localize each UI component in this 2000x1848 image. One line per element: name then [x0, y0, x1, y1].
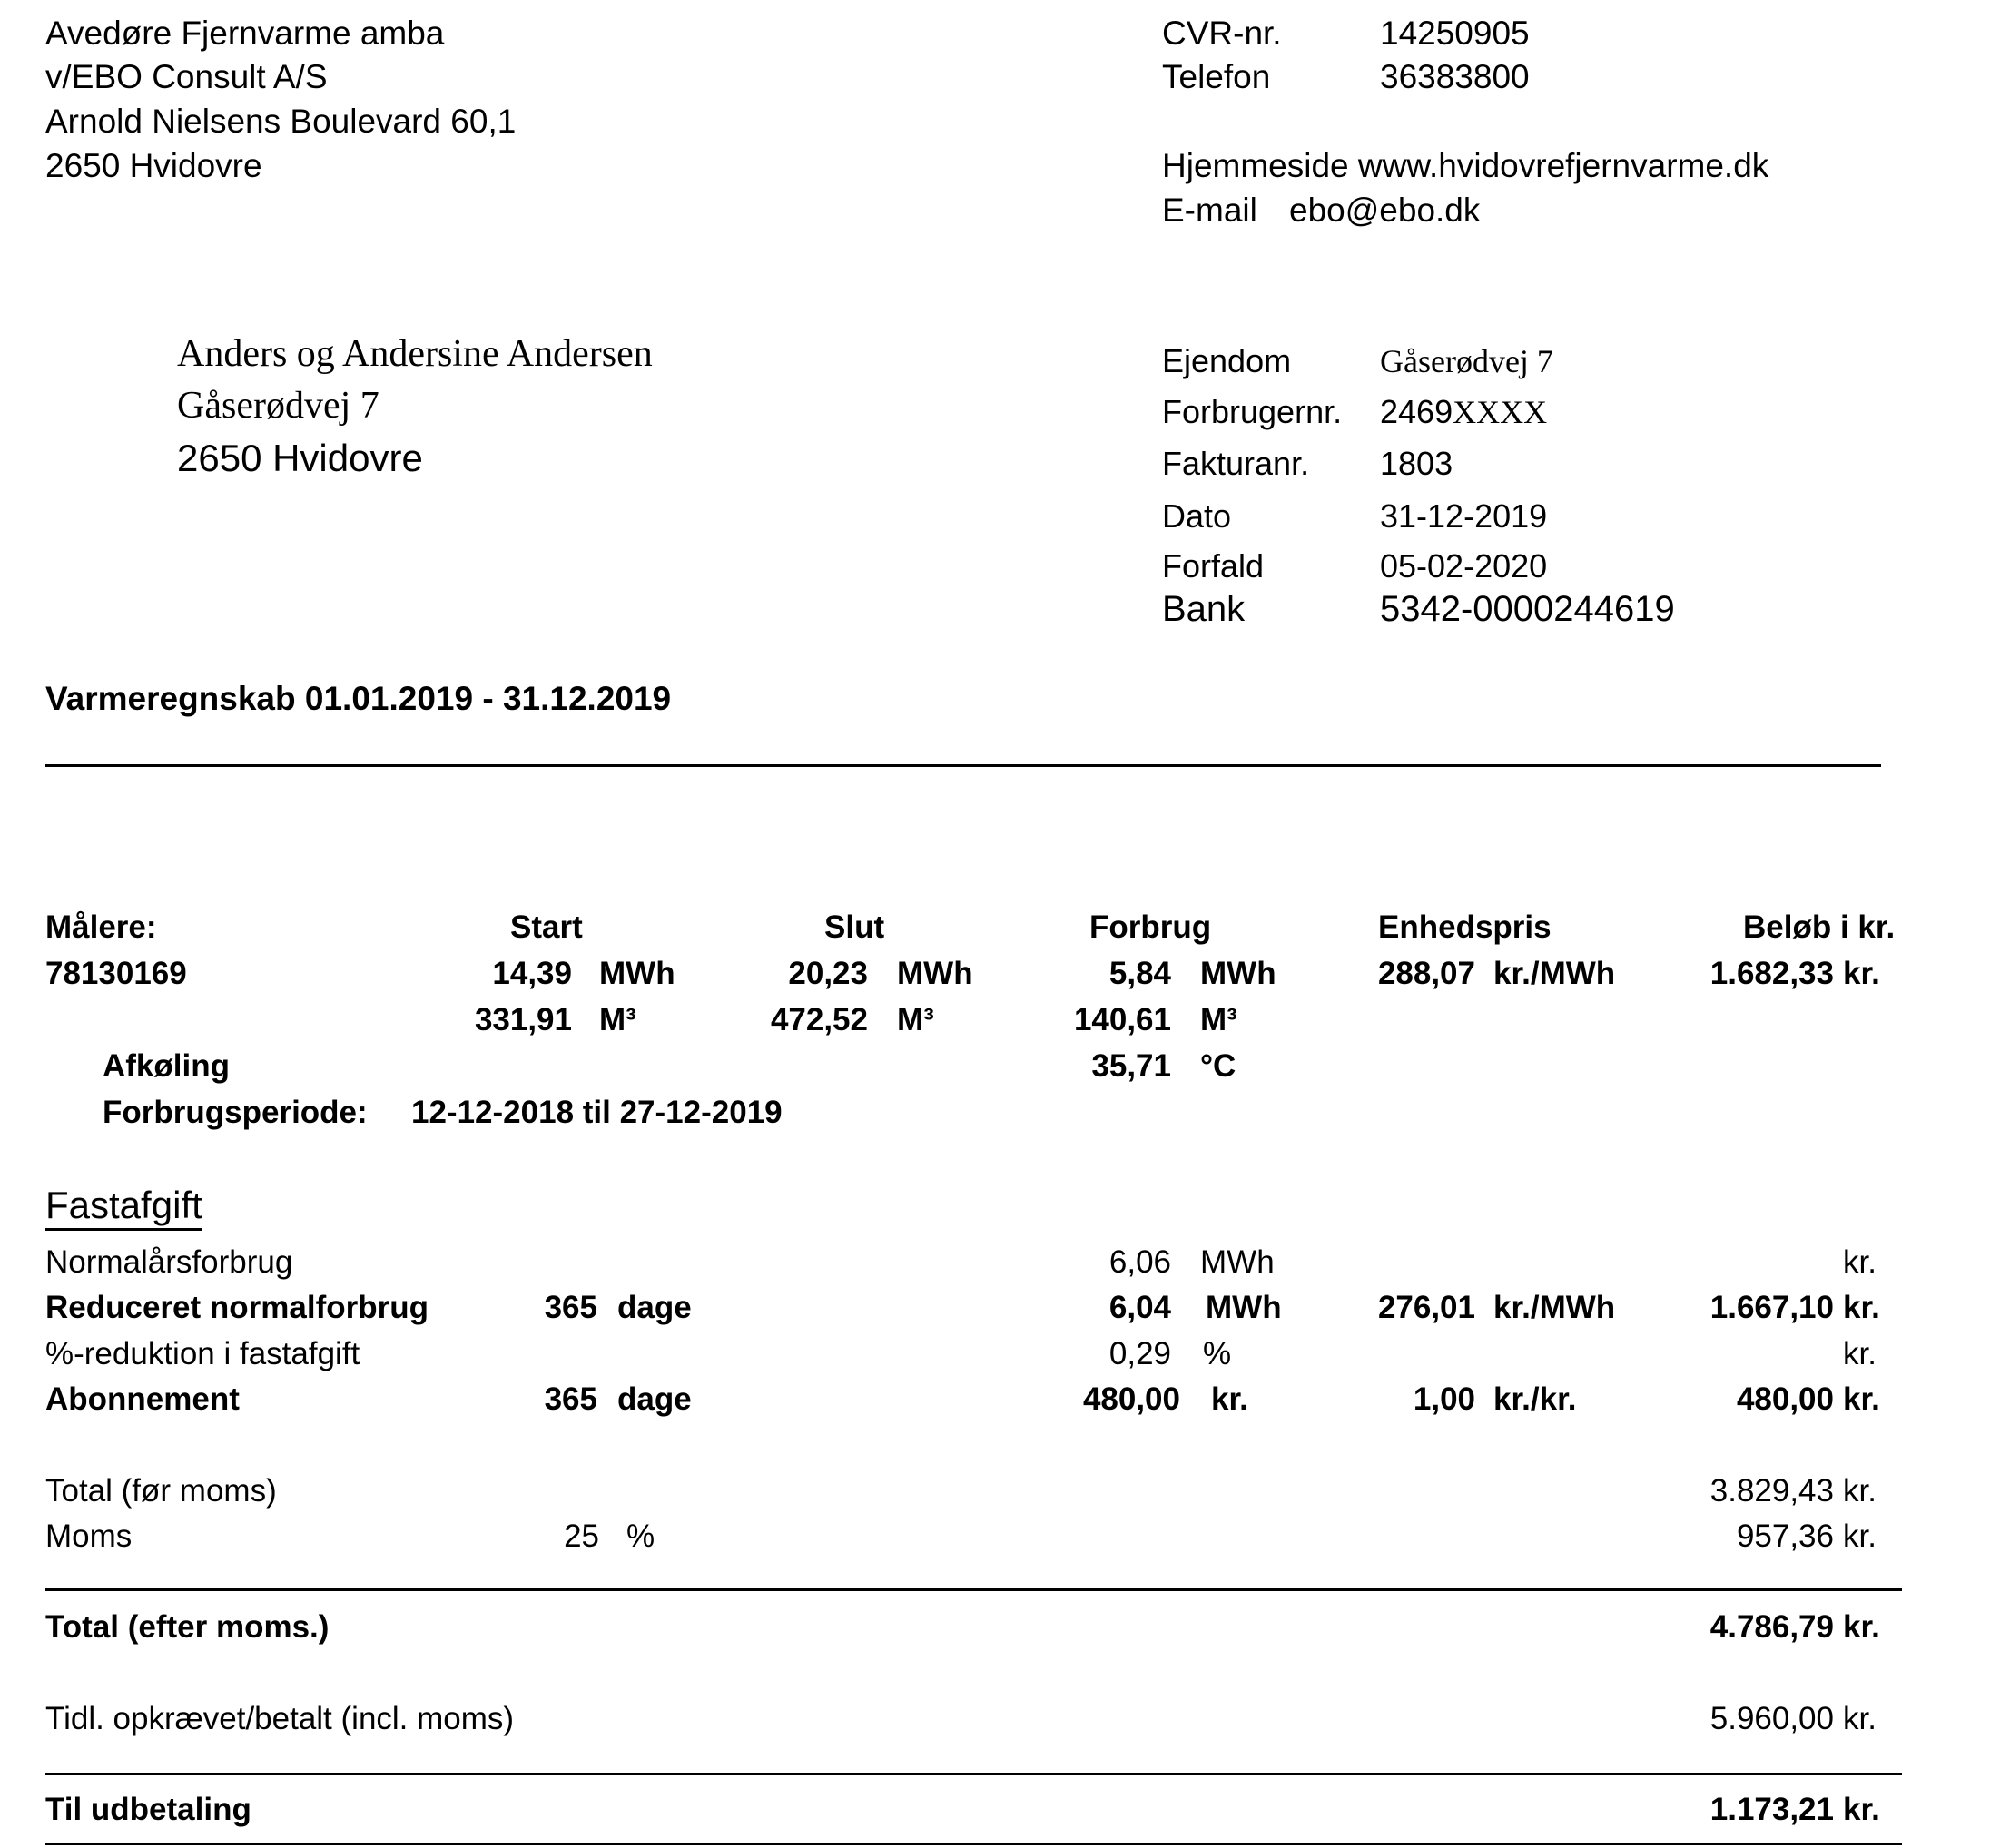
vat-rate-unit: % — [626, 1519, 655, 1554]
subscription-days-unit: dage — [617, 1381, 692, 1417]
consumer-number-label: Forbrugernr. — [1162, 393, 1343, 430]
consumer-number-masked: XXXX — [1453, 394, 1548, 430]
meter-usage-m3-unit: M³ — [1200, 1002, 1237, 1037]
reduction-amount-unit: kr. — [1843, 1336, 1877, 1371]
reduced-consumption-days: 365 — [544, 1290, 597, 1325]
period-label: Forbrugsperiode: — [103, 1095, 368, 1130]
reduced-consumption-price-unit: kr./MWh — [1493, 1290, 1616, 1325]
total-after-vat-label: Total (efter moms.) — [45, 1609, 330, 1645]
divider — [45, 1843, 1902, 1845]
meter-end-mwh-unit: MWh — [897, 956, 973, 991]
header-end: Slut — [824, 909, 885, 945]
cooling-unit: °C — [1200, 1048, 1236, 1084]
date-label: Dato — [1162, 497, 1232, 535]
header-usage: Forbrug — [1089, 909, 1212, 945]
header-unit-price: Enhedspris — [1378, 909, 1552, 945]
reduction-value: 0,29 — [1108, 1336, 1171, 1371]
consumer-number-value — [1380, 393, 1548, 430]
divider — [45, 1588, 1902, 1591]
subscription-label: Abonnement — [45, 1381, 240, 1417]
subscription-value: 480,00 — [1082, 1381, 1180, 1417]
period-value: 12-12-2018 til 27-12-2019 — [411, 1095, 783, 1130]
normal-consumption-unit: MWh — [1200, 1244, 1275, 1280]
bank-value: 5342-0000244619 — [1380, 589, 1675, 629]
total-before-vat-unit: kr. — [1843, 1473, 1877, 1509]
meter-start-m3: 331,91 — [474, 1002, 572, 1037]
meter-start-m3-unit: M³ — [599, 1002, 636, 1037]
meter-unit-price-unit: kr./MWh — [1493, 956, 1616, 991]
subscription-amount-unit: kr. — [1843, 1381, 1880, 1417]
meter-unit-price: 288,07 — [1377, 956, 1475, 991]
meter-end-mwh: 20,23 — [788, 956, 868, 991]
cvr-value: 14250905 — [1380, 15, 1530, 52]
website-link[interactable]: Hjemmeside www.hvidovrefjernvarme.dk — [1162, 147, 1769, 184]
vat-rate: 25 — [564, 1519, 599, 1554]
invoice-number-label: Fakturanr. — [1162, 445, 1310, 482]
reduced-consumption-amount: 1.667,10 — [1709, 1290, 1834, 1325]
reduction-unit: % — [1203, 1336, 1232, 1371]
header-amount: Beløb i kr. — [1743, 909, 1896, 945]
meter-id: 78130169 — [45, 956, 187, 991]
reduced-consumption-unit: MWh — [1206, 1290, 1282, 1325]
date-value: 31-12-2019 — [1380, 497, 1548, 535]
sender-name: Avedøre Fjernvarme amba — [45, 15, 445, 52]
subscription-unit: kr. — [1211, 1381, 1248, 1417]
payout-amount: 1.173,21 — [1709, 1792, 1834, 1827]
statement-heading: Varmeregnskab 01.01.2019 - 31.12.2019 — [45, 680, 672, 717]
bank-label: Bank — [1162, 589, 1246, 629]
payout-label: Til udbetaling — [45, 1792, 251, 1827]
cooling-label: Afkøling — [103, 1048, 230, 1084]
prepaid-unit: kr. — [1843, 1701, 1877, 1736]
total-after-vat-amount: 4.786,79 — [1709, 1609, 1834, 1645]
total-before-vat-amount: 3.829,43 — [1709, 1473, 1834, 1509]
phone-label: Telefon — [1162, 58, 1271, 95]
sender-city: 2650 Hvidovre — [45, 147, 262, 184]
meter-start-mwh-unit: MWh — [599, 956, 675, 991]
recipient-name: Anders og Andersine Andersen — [177, 333, 653, 375]
total-after-vat-unit: kr. — [1843, 1609, 1880, 1645]
normal-consumption-value: 6,06 — [1108, 1244, 1171, 1280]
meter-amount: 1.682,33 — [1709, 956, 1834, 991]
divider — [45, 764, 1881, 767]
reduced-consumption-label: Reduceret normalforbrug — [45, 1290, 429, 1325]
property-label: Ejendom — [1162, 342, 1292, 379]
payout-unit: kr. — [1843, 1792, 1880, 1827]
email-label: E-mail — [1162, 192, 1257, 229]
meter-amount-unit: kr. — [1843, 956, 1880, 991]
due-date-value: 05-02-2020 — [1380, 547, 1548, 585]
consumer-number-prefix: 2469 — [1380, 393, 1453, 430]
cooling-value: 35,71 — [1091, 1048, 1171, 1084]
sender-street: Arnold Nielsens Boulevard 60,1 — [45, 103, 517, 140]
normal-consumption-amount-unit: kr. — [1843, 1244, 1877, 1280]
reduced-consumption-amount-unit: kr. — [1843, 1290, 1880, 1325]
email-link[interactable]: ebo@ebo.dk — [1289, 192, 1481, 229]
header-meters: Målere: — [45, 909, 157, 945]
meter-usage-mwh-unit: MWh — [1200, 956, 1276, 991]
phone-value: 36383800 — [1380, 58, 1530, 95]
vat-amount: 957,36 — [1736, 1519, 1834, 1554]
meter-usage-mwh: 5,84 — [1108, 956, 1171, 991]
recipient-city: 2650 Hvidovre — [177, 437, 423, 479]
property-value: Gåserødvej 7 — [1380, 343, 1553, 379]
reduced-consumption-price: 276,01 — [1377, 1290, 1475, 1325]
due-date-label: Forfald — [1162, 547, 1265, 585]
subscription-amount: 480,00 — [1736, 1381, 1834, 1417]
reduced-consumption-days-unit: dage — [617, 1290, 692, 1325]
divider — [45, 1773, 1902, 1775]
reduced-consumption-value: 6,04 — [1108, 1290, 1171, 1325]
cvr-label: CVR-nr. — [1162, 15, 1282, 52]
subscription-price-unit: kr./kr. — [1493, 1381, 1577, 1417]
header-start: Start — [510, 909, 583, 945]
prepaid-label: Tidl. opkrævet/betalt (incl. moms) — [45, 1701, 515, 1736]
vat-label: Moms — [45, 1519, 133, 1554]
invoice-number-value: 1803 — [1380, 445, 1453, 482]
subscription-days: 365 — [544, 1381, 597, 1417]
reduction-label: %-reduktion i fastafgift — [45, 1336, 360, 1371]
vat-unit: kr. — [1843, 1519, 1877, 1554]
total-before-vat-label: Total (før moms) — [45, 1473, 277, 1509]
prepaid-amount: 5.960,00 — [1709, 1701, 1834, 1736]
fixed-fee-title: Fastafgift — [45, 1186, 202, 1231]
meter-end-m3-unit: M³ — [897, 1002, 934, 1037]
normal-consumption-label: Normalårsforbrug — [45, 1244, 293, 1280]
meter-start-mwh: 14,39 — [492, 956, 572, 991]
meter-usage-m3: 140,61 — [1073, 1002, 1171, 1037]
recipient-street: Gåserødvej 7 — [177, 385, 379, 427]
subscription-price: 1,00 — [1413, 1381, 1475, 1417]
meter-end-m3: 472,52 — [770, 1002, 868, 1037]
sender-care-of: v/EBO Consult A/S — [45, 58, 328, 95]
